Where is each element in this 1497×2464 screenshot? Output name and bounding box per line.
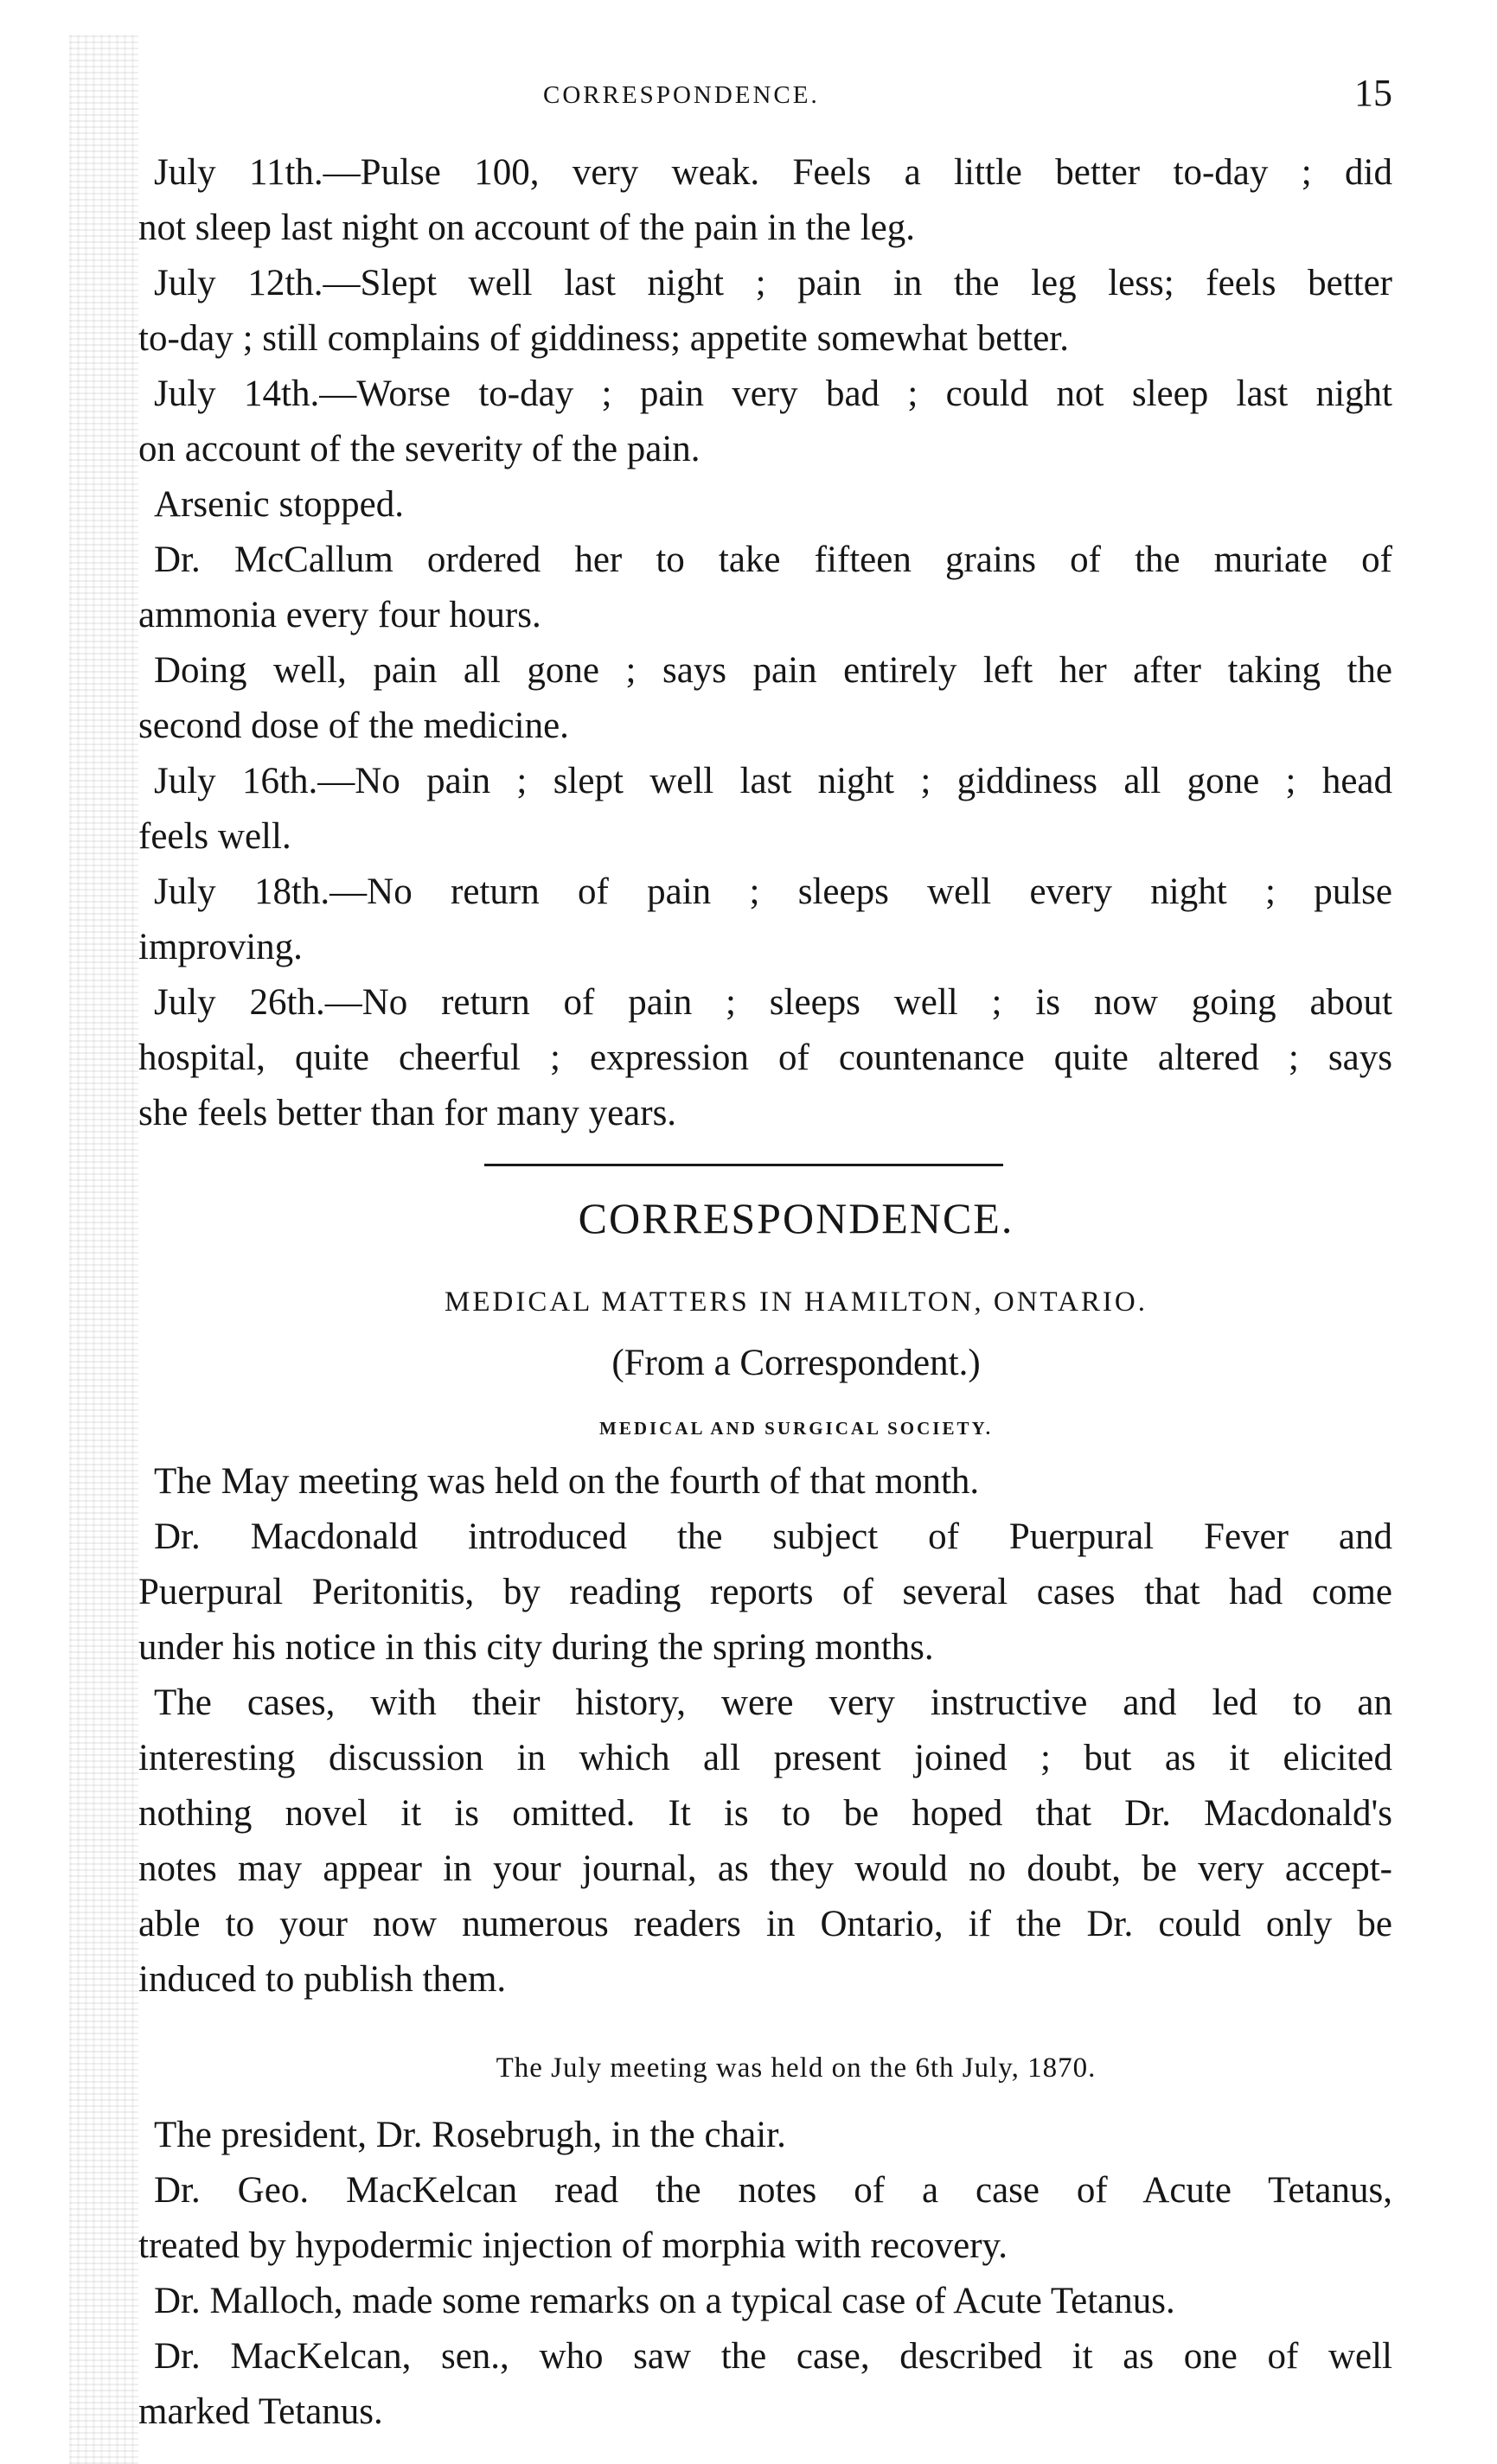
text-line: Dr. MacKelcan, sen., who saw the case, described it as one of well (154, 2336, 1392, 2377)
society-heading: MEDICAL AND SURGICAL SOCIETY. (599, 1418, 993, 1439)
text-line: able to your now numerous readers in Ontario, if the Dr. could only be (138, 1904, 1392, 1944)
text-line: Dr. McCallum ordered her to take fifteen grains of the muriate of (154, 539, 1392, 580)
text-line: on account of the severity of the pain. (138, 429, 701, 469)
text-line: under his notice in this city during the spring months. (138, 1627, 934, 1668)
paragraph (138, 1676, 1392, 2008)
text-line: July 14th.—Worse to-day ; pain very bad ; could not sleep last night (154, 373, 1392, 414)
paragraph (138, 256, 1392, 367)
paragraph (138, 533, 1392, 643)
binding-edge (69, 35, 138, 2464)
paragraph (138, 145, 1392, 256)
text-line: interesting discussion in which all present joined ; but as it elicited (138, 1738, 1392, 1778)
may-meeting (138, 1454, 1392, 1510)
text-line: treated by hypodermic injection of morphia with recovery. (138, 2225, 1008, 2266)
paragraph (138, 975, 1392, 1141)
text-line: she feels better than for many years. (138, 1093, 677, 1133)
paragraph (138, 2274, 1392, 2329)
text-line: July 12th.—Slept well last night ; pain in the leg less; feels better (154, 263, 1392, 303)
paragraph (138, 2163, 1392, 2274)
text-line: to-day ; still complains of giddiness; appetite somewhat better. (138, 318, 1069, 359)
paragraph (138, 1510, 1392, 1676)
text-line: July 11th.—Pulse 100, very weak. Feels a little better to-day ; did (154, 152, 1392, 193)
text-line: hospital, quite cheerful ; expression of countenance quite altered ; says (138, 1037, 1392, 1078)
text-line: Doing well, pain all gone ; says pain entirely left her after taking the (154, 650, 1392, 691)
text-line: ammonia every four hours. (138, 595, 541, 635)
text-line: Dr. Macdonald introduced the subject of Puerpural Fever and (154, 1516, 1392, 1557)
article-title: MEDICAL MATTERS IN HAMILTON, ONTARIO. (445, 1286, 1148, 1318)
paragraph (138, 643, 1392, 754)
meeting-heading: The July meeting was held on the 6th July, 1870. (496, 2052, 1097, 2084)
section-divider (484, 1164, 1003, 1166)
page-number: 15 (1354, 72, 1392, 114)
section-title: CORRESPONDENCE. (578, 1194, 1014, 1242)
text-line: The president, Dr. Rosebrugh, in the chair. (154, 2115, 786, 2155)
may-meeting-continued (138, 1510, 1392, 2008)
byline: (From a Correspondent.) (611, 1343, 981, 1383)
text-line: Dr. Geo. MacKelcan read the notes of a case of Acute Tetanus, (154, 2170, 1392, 2211)
text-line: improving. (138, 927, 303, 967)
paragraph (138, 2329, 1392, 2440)
text-line: notes may appear in your journal, as they would no doubt, be very accept- (138, 1848, 1392, 1889)
paragraph (138, 477, 1392, 533)
text-line: induced to publish them. (138, 1959, 507, 2000)
text-line: not sleep last night on account of the pain in the leg. (138, 207, 916, 248)
july-meeting (138, 2108, 1392, 2440)
running-head: CORRESPONDENCE. (543, 81, 820, 109)
text-line: July 26th.—No return of pain ; sleeps well ; is now going about (154, 982, 1392, 1023)
text-line: second dose of the medicine. (138, 705, 569, 746)
text-line: The May meeting was held on the fourth of that month. (154, 1461, 980, 1502)
text-line: Arsenic stopped. (154, 484, 404, 525)
case-notes (138, 145, 1392, 1141)
paragraph (138, 1454, 1392, 1510)
page-header (138, 71, 1392, 123)
paragraph (138, 367, 1392, 477)
text-line: July 18th.—No return of pain ; sleeps well every night ; pulse (154, 871, 1392, 912)
text-line: marked Tetanus. (138, 2391, 383, 2432)
text-line: Dr. Malloch, made some remarks on a typical case of Acute Tetanus. (154, 2281, 1175, 2321)
text-line: July 16th.—No pain ; slept well last night ; giddiness all gone ; head (154, 761, 1392, 801)
text-line: The cases, with their history, were very instructive and led to an (154, 1682, 1392, 1723)
text-line: nothing novel it is omitted. It is to be hoped that Dr. Macdonald's (138, 1793, 1392, 1834)
paragraph (138, 754, 1392, 865)
text-line: feels well. (138, 816, 291, 857)
text-line: Puerpural Peritonitis, by reading reports of several cases that had come (138, 1572, 1392, 1612)
paragraph (138, 865, 1392, 975)
paragraph (138, 2108, 1392, 2163)
